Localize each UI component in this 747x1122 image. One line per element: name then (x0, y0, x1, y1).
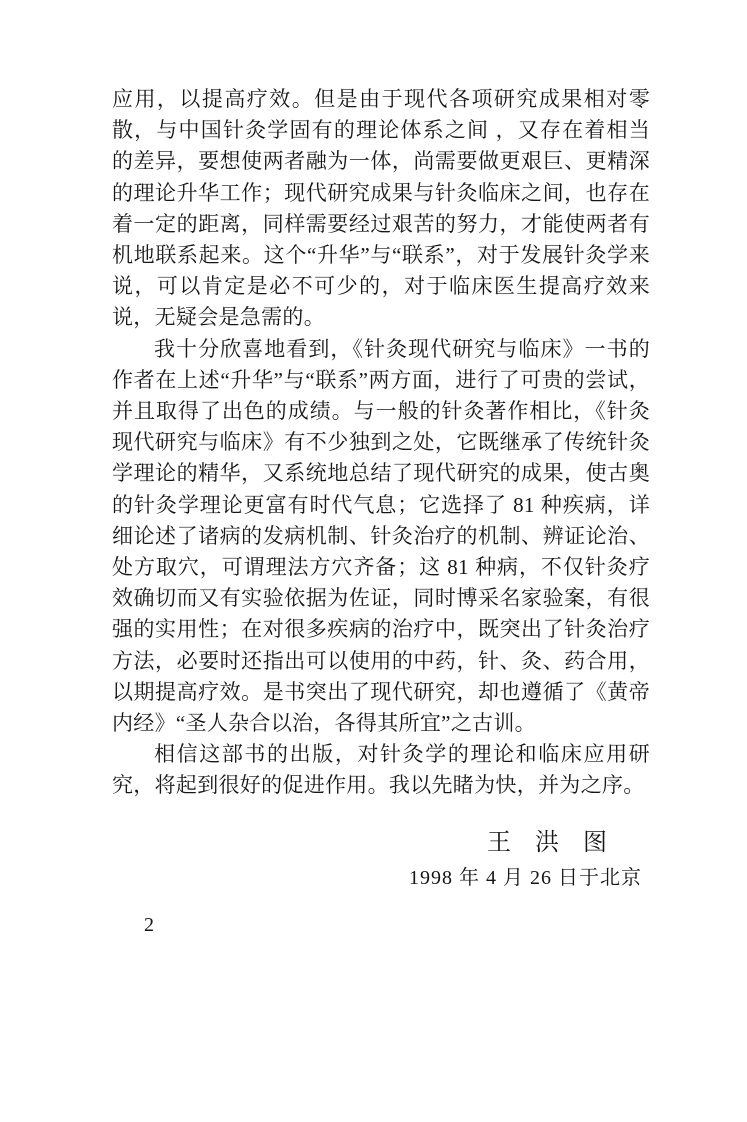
author-signature: 王 洪 图 (487, 829, 616, 856)
text-block (112, 84, 650, 892)
body-paragraph: 应用，以提高疗效。但是由于现代各项研究成果相对零散，与中国针灸学固有的理论体系之间 ，又存在着相当的差异，要想使两者融为一体，尚需要做更艰巨、更精深的理论升华工作；现代研究成果与针灸临床之间，也存在着一定的距离，同样需要经过艰苦的努力，才能使两者有机地联系起来。这个“升华”与“联系”，对于发展针灸学来说，可以肯定是必不可少的，对于临床医生提高疗效来说，无疑会是急需的。 (112, 87, 650, 330)
body-paragraph: 相信这部书的出版，对针灸学的理论和临床应用研究，将起到很好的促进作用。我以先睹为快，并为之序。 (112, 742, 650, 798)
body-paragraph: 我十分欣喜地看到，《针灸现代研究与临床》一书的作者在上述“升华”与“联系”两方面，进行了可贵的尝试，并且取得了出色的成绩。与一般的针灸著作相比，《针灸现代研究与临床》有不少独到之处，它既继承了传统针灸学理论的精华，又系统地总结了现代研究的成果，使古奥的针灸学理论更富有时代气息；它选择了 81 种疾病，详细论述了诸病的发病机制、针灸治疗的机制、辨证论治、处方取穴，可谓理法方穴齐备；这 81 种病，不仅针灸疗效确切而又有实验依据为佐证，同时博采名家验案，有很强的实用性；在对很多疾病的治疗中，既突出了针灸治疗方法，必要时还指出可以使用的中药，针、灸、药合用，以期提高疗效。是书突出了现代研究，却也遵循了《黄帝内经》“圣人杂合以治，各得其所宜”之古训。 (112, 336, 650, 736)
signature-date: 1998 年 4 月 26 日于北京 (409, 866, 642, 889)
page-number: 2 (144, 914, 154, 936)
